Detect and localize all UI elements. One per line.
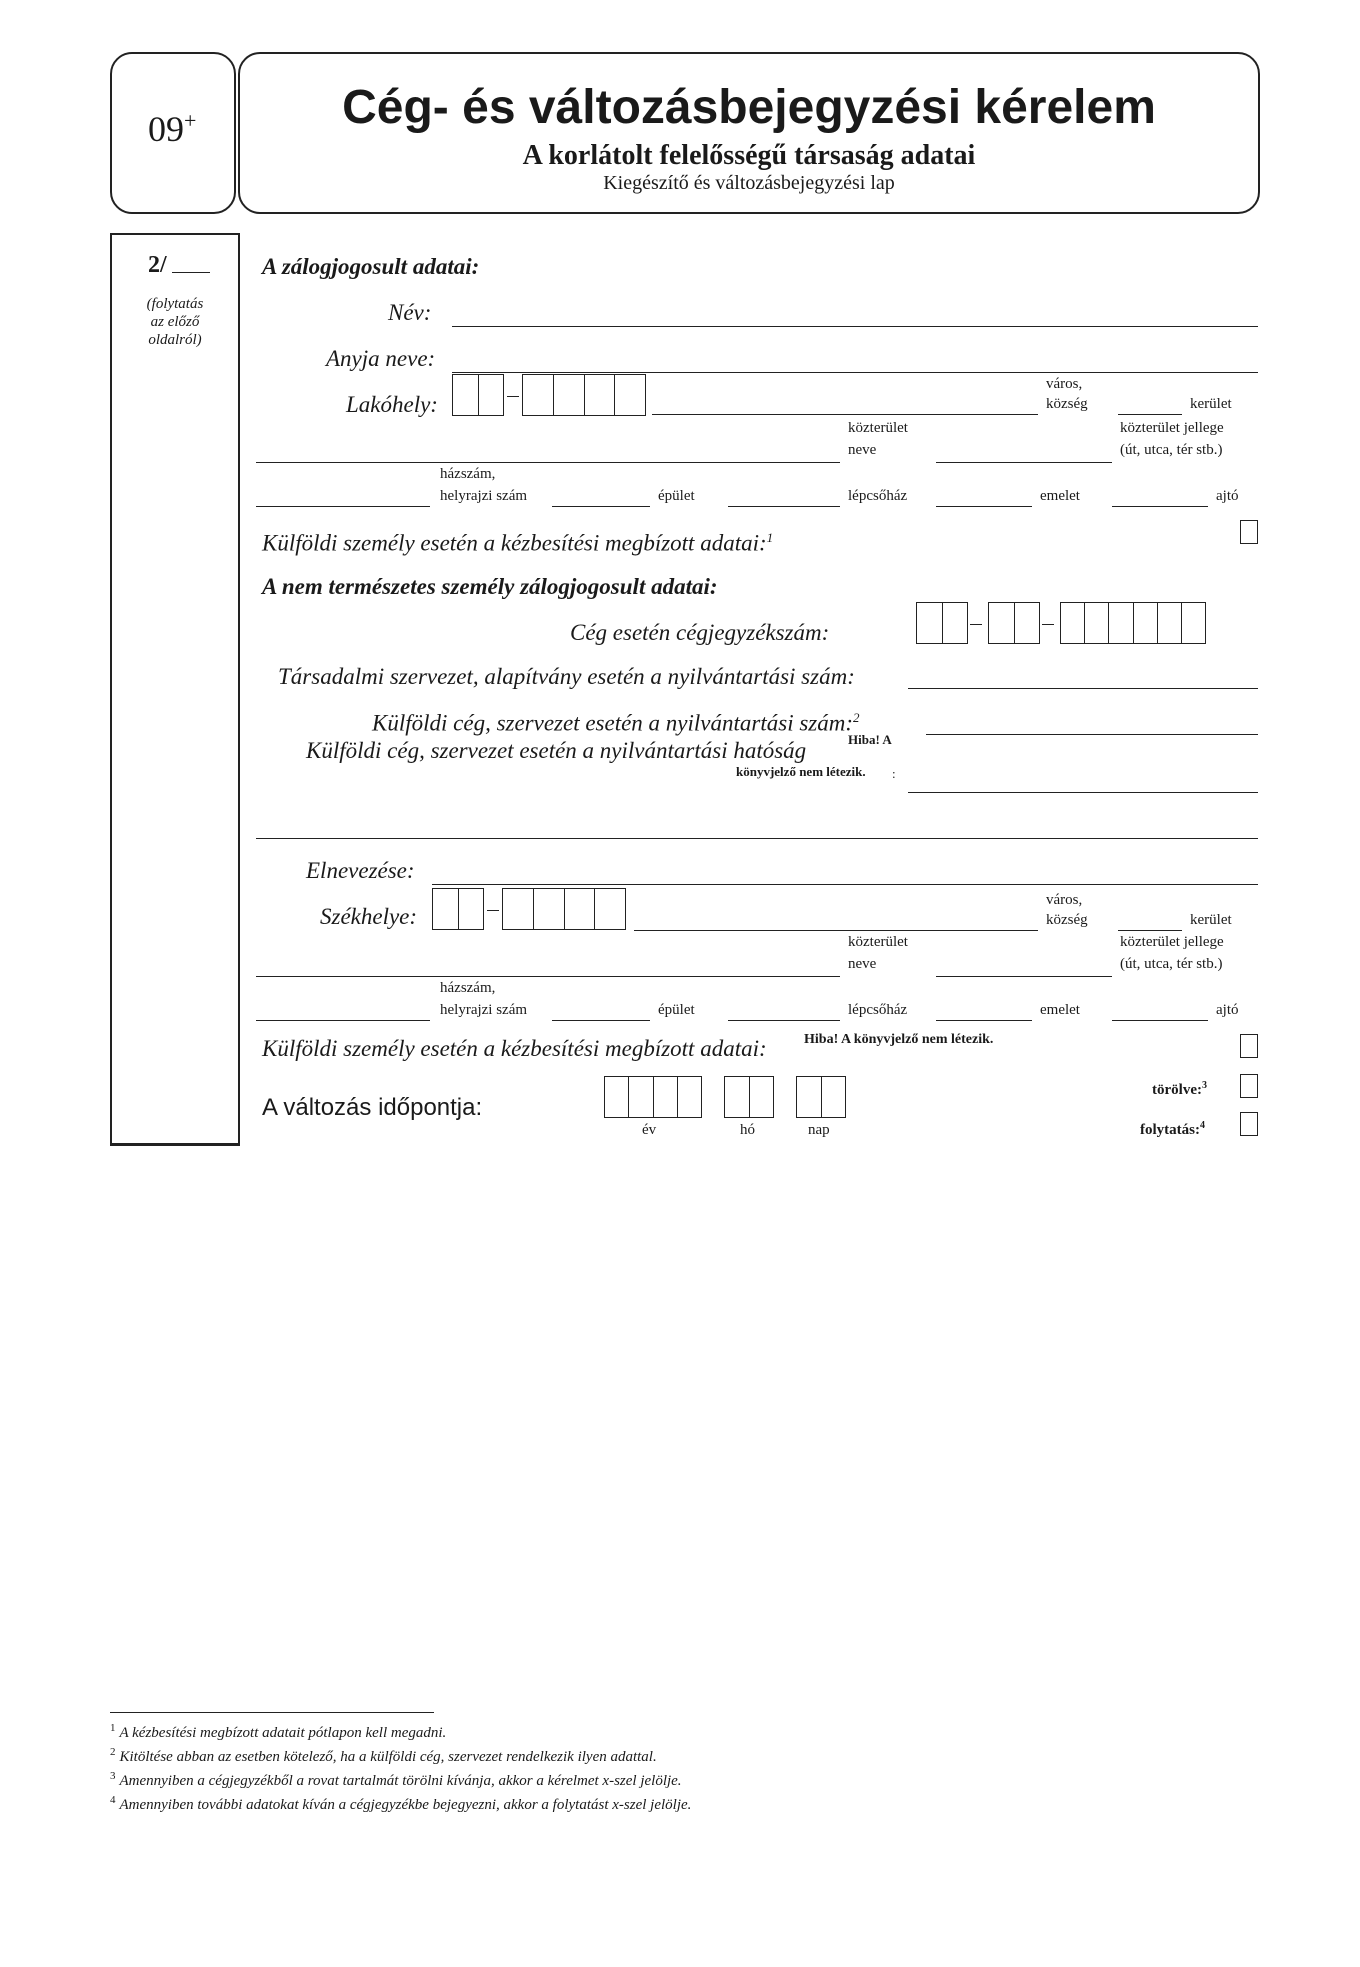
seat-foreign-delivery-label: Külföldi személy esetén a kézbesítési megbízott adatai: — [262, 1036, 767, 1061]
seat-lot-number-label: helyrajzi szám — [440, 1002, 528, 1018]
continued-checkbox[interactable] — [1240, 1112, 1258, 1136]
dash — [1042, 624, 1054, 625]
seat-label: Székhelye: — [320, 904, 418, 929]
door-field[interactable] — [1112, 506, 1208, 507]
dash — [970, 624, 982, 625]
seat-street-name-label: közterület — [848, 934, 908, 950]
bookmark-error-3: Hiba! A könyvjelző nem létezik. — [804, 1032, 994, 1047]
residence-label: Lakóhely: — [346, 392, 438, 417]
mother-name-label: Anyja neve: — [326, 346, 436, 371]
company-reg-part1[interactable] — [916, 602, 968, 644]
staircase-label: lépcsőház — [848, 488, 908, 504]
postal-code-part2[interactable] — [522, 374, 646, 416]
seat-house-number-field[interactable] — [256, 1020, 430, 1021]
social-org-label: Társadalmi szervezet, alapítvány esetén a nyilvántartási szám: — [278, 664, 855, 689]
form-code: 09+ — [148, 108, 197, 149]
lot-number-label: helyrajzi szám — [440, 488, 528, 504]
section-heading-legal-entity: A nem természetes személy zálogjogosult adatai: — [262, 574, 718, 599]
entity-name-field[interactable] — [432, 884, 1258, 885]
page-title: Cég- és változásbejegyzési kérelem — [342, 81, 1156, 134]
side-column — [110, 233, 240, 1146]
staircase-field[interactable] — [728, 506, 840, 507]
footnote-1: $^1$ A kézbesítési megbízott adatait pótlapon kell megadni. — [110, 1722, 447, 1741]
bookmark-error-1: Hiba! A — [848, 732, 892, 747]
day-label: nap — [808, 1122, 830, 1138]
seat-city-field[interactable] — [634, 930, 1038, 931]
company-reg-label: Cég esetén cégjegyzékszám: — [570, 620, 830, 645]
change-month-field[interactable] — [724, 1076, 774, 1118]
seat-door-label: ajtó — [1216, 1002, 1239, 1018]
foreign-delivery-checkbox[interactable] — [1240, 520, 1258, 544]
change-year-field[interactable] — [604, 1076, 702, 1118]
company-reg-part2[interactable] — [988, 602, 1040, 644]
seat-street-type-label-2: (út, utca, tér stb.) — [1120, 956, 1223, 972]
seat-staircase-field[interactable] — [728, 1020, 840, 1021]
seat-street-name-field[interactable] — [256, 976, 840, 977]
change-day-field[interactable] — [796, 1076, 846, 1118]
seat-building-field[interactable] — [552, 1020, 650, 1021]
city-field[interactable] — [652, 414, 1038, 415]
footnote-3: $^3$ Amennyiben a cégjegyzékből a rovat tartalmát törölni kívánja, akkor a kérelmet x-szel jelölje. — [110, 1770, 682, 1789]
postal-code-part1[interactable] — [452, 374, 504, 416]
street-type-field[interactable] — [936, 462, 1112, 463]
name-label: Név: — [388, 300, 432, 325]
foreign-delivery-label: Külföldi személy esetén a kézbesítési megbízott adatai:$^1$ — [262, 530, 774, 556]
seat-postal-part1[interactable] — [432, 888, 484, 930]
building-label: épület — [658, 488, 695, 504]
seat-street-type-label: közterület jellege — [1120, 934, 1224, 950]
social-org-field[interactable] — [908, 688, 1258, 689]
seat-town-label: község — [1046, 912, 1088, 928]
district-field[interactable] — [1118, 414, 1182, 415]
seat-postal-part2[interactable] — [502, 888, 626, 930]
district-label: kerület — [1190, 396, 1232, 412]
floor-label: emelet — [1040, 488, 1080, 504]
dash — [487, 910, 499, 911]
house-number-field[interactable] — [256, 506, 430, 507]
page-number: 2/ — [148, 252, 167, 278]
floor-field[interactable] — [936, 506, 1032, 507]
seat-street-type-field[interactable] — [936, 976, 1112, 977]
door-label: ajtó — [1216, 488, 1239, 504]
seat-house-number-label: házszám, — [440, 980, 496, 996]
name-field[interactable] — [452, 326, 1258, 327]
dash — [507, 396, 519, 397]
footnote-separator — [110, 1712, 434, 1713]
street-name-label-2: neve — [848, 442, 877, 458]
seat-district-field[interactable] — [1118, 930, 1182, 931]
house-number-label: házszám, — [440, 466, 496, 482]
foreign-reg-field[interactable] — [926, 734, 1258, 735]
seat-floor-field[interactable] — [936, 1020, 1032, 1021]
change-date-label: A változás időpontja: — [262, 1094, 483, 1121]
city-label: város, — [1046, 376, 1083, 392]
entity-name-label: Elnevezése: — [306, 858, 415, 883]
seat-staircase-label: lépcsőház — [848, 1002, 908, 1018]
deleted-label: törölve:$^3$ — [1152, 1080, 1207, 1098]
page-number-field[interactable] — [172, 272, 210, 273]
seat-district-label: kerület — [1190, 912, 1232, 928]
seat-floor-label: emelet — [1040, 1002, 1080, 1018]
bookmark-error-2: könyvjelző nem létezik. — [736, 764, 866, 779]
colon: : — [892, 766, 896, 781]
year-label: év — [642, 1122, 657, 1138]
month-label: hó — [740, 1122, 755, 1138]
extra-field[interactable] — [256, 838, 1258, 839]
continued-label: folytatás:$^4$ — [1140, 1120, 1205, 1138]
street-name-label: közterület — [848, 420, 908, 436]
footnote-4: $^4$ Amennyiben további adatokat kíván a cégjegyzékbe bejegyezni, akkor a folytatást x-szel jelölje. — [110, 1794, 692, 1813]
page-subtitle: A korlátolt felelősségű társaság adatai — [522, 140, 976, 171]
mother-name-field[interactable] — [452, 372, 1258, 373]
foreign-authority-field[interactable] — [908, 792, 1258, 793]
street-type-label-2: (út, utca, tér stb.) — [1120, 442, 1223, 458]
street-name-field[interactable] — [256, 462, 840, 463]
seat-door-field[interactable] — [1112, 1020, 1208, 1021]
page-subsubtitle: Kiegészítő és változásbejegyzési lap — [603, 172, 895, 194]
building-field[interactable] — [552, 506, 650, 507]
side-note: (folytatás az előző oldalról) — [146, 296, 204, 348]
town-label: község — [1046, 396, 1088, 412]
seat-foreign-delivery-checkbox[interactable] — [1240, 1034, 1258, 1058]
seat-building-label: épület — [658, 1002, 695, 1018]
company-reg-part3[interactable] — [1060, 602, 1206, 644]
foreign-reg-label: Külföldi cég, szervezet esetén a nyilvántartási szám:$^2$ — [372, 710, 860, 736]
section-heading-pledgee: A zálogjogosult adatai: — [262, 254, 480, 279]
street-type-label: közterület jellege — [1120, 420, 1224, 436]
seat-city-label: város, — [1046, 892, 1083, 908]
deleted-checkbox[interactable] — [1240, 1074, 1258, 1098]
foreign-authority-label: Külföldi cég, szervezet esetén a nyilvántartási hatóság — [306, 738, 807, 763]
seat-street-name-label-2: neve — [848, 956, 877, 972]
footnote-2: $^2$ Kitöltése abban az esetben kötelező, ha a külföldi cég, szervezet rendelkezik ilyen adattal. — [110, 1746, 657, 1765]
